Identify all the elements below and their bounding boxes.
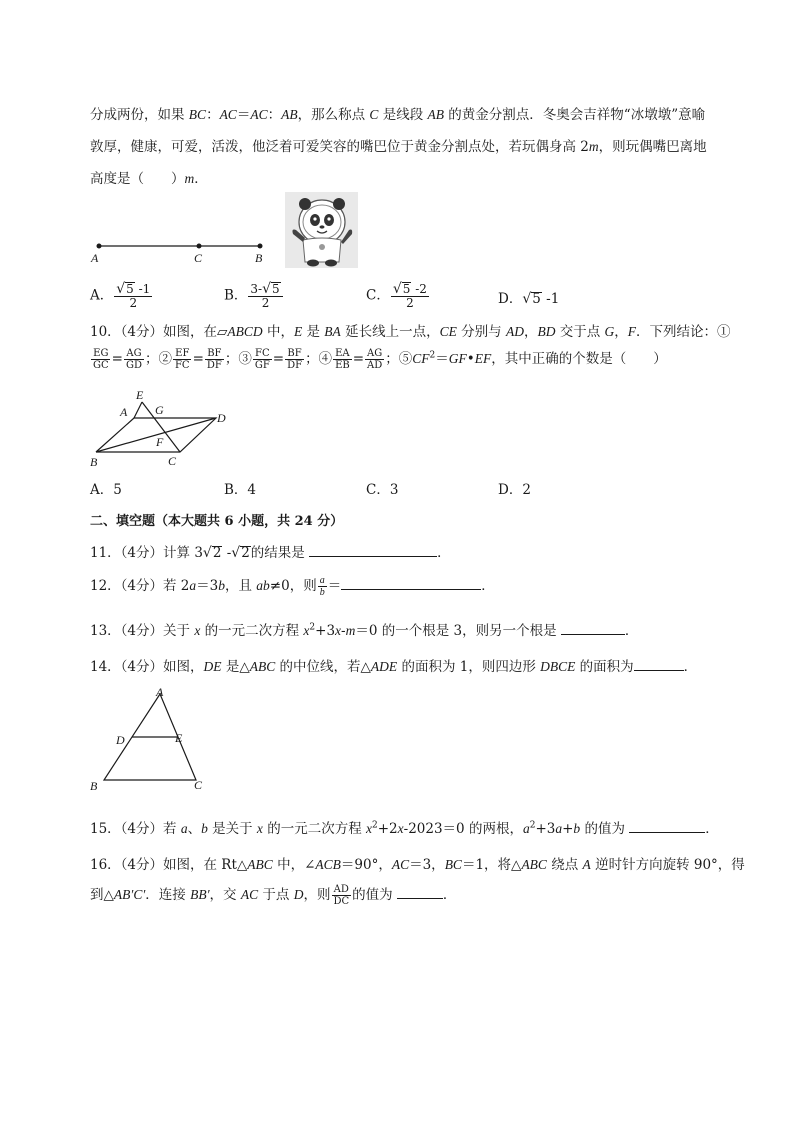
label-b: B — [255, 251, 263, 265]
q9-segment-figure — [88, 236, 278, 268]
q12-answer-blank[interactable] — [341, 577, 481, 590]
section-heading: 二、填空题（本大题共 6 小题，共 24 分） — [90, 514, 344, 529]
q16-answer-blank[interactable] — [397, 886, 443, 899]
q9-option-d[interactable]: D．√5 -1 — [498, 291, 560, 307]
point-c — [197, 244, 202, 249]
q9-line2: 敦厚，健康，可爱，活泼，他泛着可爱笑容的嘴巴位于黄金分割点处，若玩偶身高 2m，则玩偶嘴巴离地 — [90, 139, 707, 155]
label-d: D — [217, 411, 226, 425]
q12-line: 12．（4分）若 2a＝3b，且 ab≠0，则 $\frac{a}{b}$ ＝ ． — [90, 575, 495, 598]
q10-option-c[interactable]: C．3 — [366, 482, 399, 498]
label-b: B — [90, 779, 98, 793]
q11-answer-blank[interactable] — [309, 544, 437, 557]
q16-line2: 到△AB′C′．连接 BB′，交 AC 于点 D，则 $\frac{AD}{DC}$ 的值为 ． — [90, 884, 457, 907]
label-c: C — [194, 778, 203, 792]
label-a: A — [156, 685, 164, 699]
point-a — [97, 244, 102, 249]
q9-option-c[interactable]: C． $\frac{√5 -2}{2}$ — [366, 281, 427, 310]
q14-answer-blank[interactable] — [634, 658, 684, 671]
q13-line: 13．（4分）关于 x 的一元二次方程 $x^2+3x-m=0$ 的一个根是 3，则另一个根是 ． — [90, 622, 639, 639]
q9-option-b[interactable]: B． $\frac{3-√5}{2}$ — [224, 282, 284, 310]
q10-option-a[interactable]: A．5 — [90, 482, 122, 498]
q10-line2: $\frac{EG}{GC}$ = $\frac{AG}{GD}$ ；② $\frac{EF}{FC}$ = $\frac{BF}{DF}$ ；③ $\frac{FC}{GF}$ = $\frac{BF}{DF}$ ；④ $\frac{EA}{EB}$ = $\frac{AG}{AD}$ ；$⑤CF^2=GF•EF$，其中正确的个数是（ ） — [93, 348, 667, 371]
q16-line1: 16．（4分）如图，在 Rt△ABC 中，∠ACB＝90°，AC＝3，BC＝1，将△ABC 绕点 A 逆时针方向旋转 90°，得 — [90, 857, 745, 873]
label-g: G — [155, 403, 164, 417]
q10-line1: 10．（4分）如图，在▱ABCD 中，E 是 BA 延长线上一点，CE 分别与 AD，BD 交于点 G，F．下列结论：① — [90, 324, 731, 340]
q9-line1: 分成两份，如果 BC：AC＝AC：AB，那么称点 C 是线段 AB 的黄金分割点．冬奥会吉祥物“冰墩墩”意喻 — [90, 107, 706, 123]
label-e: E — [175, 731, 183, 745]
q10-option-b[interactable]: B．4 — [224, 482, 257, 498]
point-b — [258, 244, 263, 249]
q15-answer-blank[interactable] — [629, 820, 705, 833]
q10-option-d[interactable]: D．2 — [498, 482, 531, 498]
q11-line: 11．（4分）计算 3√2 -√2的结果是 ． — [90, 545, 451, 561]
mascot-image — [285, 192, 358, 268]
q14-line: 14．（4分）如图，DE 是△ABC 的中位线，若△ADE 的面积为 1，则四边形 DBCE 的面积为 ． — [90, 659, 698, 675]
label-a: A — [91, 251, 99, 265]
q10-parallelogram-figure — [86, 388, 236, 470]
q13-answer-blank[interactable] — [561, 622, 625, 635]
q9-option-a[interactable]: A． $\frac{√5 -1}{2}$ — [90, 281, 151, 310]
label-b: B — [90, 455, 98, 469]
label-c: C — [194, 251, 203, 265]
q15-line: 15．（4分）若 a、b 是关于 x 的一元二次方程 $x^2+2x-2023=0$ 的两根，$a^2+3a+b$ 的值为 ． — [90, 820, 719, 837]
label-f: F — [156, 435, 164, 449]
q9-line3: 高度是（ ）m． — [90, 171, 208, 187]
label-c: C — [168, 454, 177, 468]
label-a: A — [120, 405, 128, 419]
label-e: E — [136, 388, 144, 402]
q14-triangle-figure — [86, 684, 216, 796]
label-d: D — [116, 733, 125, 747]
